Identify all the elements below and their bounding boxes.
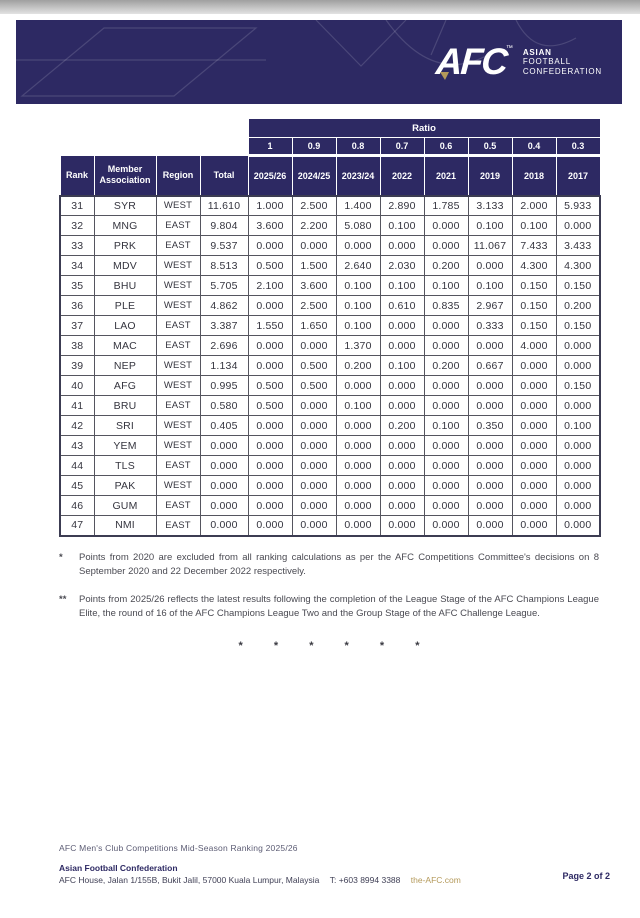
total-cell: 8.513 (200, 256, 248, 276)
region-cell: WEST (156, 276, 200, 296)
points-cell: 0.000 (292, 336, 336, 356)
points-cell: 0.000 (248, 296, 292, 316)
points-cell: 0.150 (512, 276, 556, 296)
points-cell: 0.000 (512, 496, 556, 516)
region-cell: EAST (156, 496, 200, 516)
table-row (60, 216, 600, 236)
points-cell: 0.100 (424, 416, 468, 436)
table-row (60, 416, 600, 436)
ratio-value-header: 0.8 (336, 138, 380, 156)
total-cell: 2.696 (200, 336, 248, 356)
member-association-cell: AFG (94, 376, 156, 396)
afc-wordmark (523, 48, 602, 77)
total-cell: 0.000 (200, 516, 248, 536)
points-cell: 0.200 (424, 356, 468, 376)
points-cell: 0.000 (248, 496, 292, 516)
ratio-value-header: 0.6 (424, 138, 468, 156)
points-cell: 0.000 (292, 516, 336, 536)
column-header-year: 2024/25 (292, 156, 336, 196)
gold-triangle-icon (440, 72, 449, 80)
points-cell: 1.500 (292, 256, 336, 276)
rank-cell: 45 (60, 476, 94, 496)
points-cell: 0.000 (556, 436, 600, 456)
points-cell: 0.000 (380, 476, 424, 496)
column-header-year: 2023/24 (336, 156, 380, 196)
points-cell: 0.100 (336, 296, 380, 316)
rank-cell: 43 (60, 436, 94, 456)
points-cell: 0.000 (468, 376, 512, 396)
points-cell: 0.000 (556, 356, 600, 376)
points-cell: 0.500 (292, 356, 336, 376)
points-cell: 0.000 (336, 376, 380, 396)
footnote-text: Points from 2020 are excluded from all ranking calculations as per the AFC Competitions Committee's decisions on 8 September 2020 and 22 December 2022 respectively. (79, 552, 599, 578)
points-cell: 0.100 (424, 276, 468, 296)
column-header-year: 2022 (380, 156, 424, 196)
points-cell: 0.200 (424, 256, 468, 276)
total-cell: 0.000 (200, 436, 248, 456)
points-cell: 0.000 (468, 476, 512, 496)
points-cell: 0.000 (380, 456, 424, 476)
rank-cell: 35 (60, 276, 94, 296)
footer-phone: T: +603 8994 3388 (329, 875, 401, 885)
table-row (60, 256, 600, 276)
member-association-cell: SYR (94, 196, 156, 216)
rank-cell: 32 (60, 216, 94, 236)
points-cell: 0.100 (380, 356, 424, 376)
ratio-value-header: 0.7 (380, 138, 424, 156)
points-cell: 0.000 (292, 236, 336, 256)
column-header-year: 2019 (468, 156, 512, 196)
points-cell: 0.000 (336, 436, 380, 456)
rank-cell: 36 (60, 296, 94, 316)
points-cell: 0.000 (248, 336, 292, 356)
points-cell: 0.000 (292, 436, 336, 456)
column-header-member-association: Member Association (94, 156, 156, 196)
column-header-region: Region (156, 156, 200, 196)
points-cell: 0.150 (556, 376, 600, 396)
points-cell: 0.000 (556, 216, 600, 236)
points-cell: 0.200 (336, 356, 380, 376)
total-cell: 1.134 (200, 356, 248, 376)
footnote-marker: ** (59, 593, 67, 605)
points-cell: 4.300 (556, 256, 600, 276)
total-cell: 0.000 (200, 496, 248, 516)
points-cell: 0.000 (248, 416, 292, 436)
points-cell: 0.000 (424, 496, 468, 516)
points-cell: 0.000 (424, 336, 468, 356)
afc-logo-block (436, 20, 602, 104)
points-cell: 0.000 (336, 516, 380, 536)
column-header-rank: Rank (60, 156, 94, 196)
afc-logo (436, 41, 513, 83)
points-cell: 0.000 (292, 496, 336, 516)
rank-cell: 38 (60, 336, 94, 356)
points-cell: 0.000 (248, 436, 292, 456)
rank-cell: 40 (60, 376, 94, 396)
points-cell: 3.600 (248, 216, 292, 236)
region-cell: WEST (156, 256, 200, 276)
points-cell: 2.000 (512, 196, 556, 216)
region-cell: EAST (156, 516, 200, 536)
points-cell: 7.433 (512, 236, 556, 256)
points-cell: 0.000 (248, 456, 292, 476)
points-cell: 0.000 (468, 496, 512, 516)
total-cell: 0.000 (200, 456, 248, 476)
rank-cell: 44 (60, 456, 94, 476)
points-cell: 0.000 (380, 236, 424, 256)
points-cell: 1.370 (336, 336, 380, 356)
footer-organisation: Asian Football Confederation (59, 863, 178, 873)
column-header-total: Total (200, 156, 248, 196)
points-cell: 0.000 (380, 336, 424, 356)
points-cell: 0.500 (248, 396, 292, 416)
points-cell: 0.100 (468, 216, 512, 236)
points-cell: 2.500 (292, 196, 336, 216)
region-cell: WEST (156, 196, 200, 216)
member-association-cell: MNG (94, 216, 156, 236)
table-row (60, 316, 600, 336)
total-cell: 0.000 (200, 476, 248, 496)
points-cell: 11.067 (468, 236, 512, 256)
table-row (60, 516, 600, 536)
points-cell: 4.300 (512, 256, 556, 276)
points-cell: 2.100 (248, 276, 292, 296)
points-cell: 0.000 (424, 456, 468, 476)
points-cell: 0.000 (336, 496, 380, 516)
points-cell: 0.000 (556, 516, 600, 536)
ratio-value-header: 0.5 (468, 138, 512, 156)
rank-cell: 46 (60, 496, 94, 516)
total-cell: 9.537 (200, 236, 248, 256)
points-cell: 0.000 (380, 436, 424, 456)
wordmark-line: CONFEDERATION (522, 66, 602, 76)
points-cell: 0.100 (380, 276, 424, 296)
table-header (60, 119, 600, 196)
points-cell: 0.000 (556, 496, 600, 516)
points-cell: 0.100 (468, 276, 512, 296)
member-association-cell: GUM (94, 496, 156, 516)
points-cell: 0.150 (512, 316, 556, 336)
points-cell: 3.433 (556, 236, 600, 256)
points-cell: 0.835 (424, 296, 468, 316)
points-cell: 0.000 (424, 396, 468, 416)
rank-cell: 47 (60, 516, 94, 536)
points-cell: 0.000 (424, 436, 468, 456)
points-cell: 3.600 (292, 276, 336, 296)
points-cell: 1.650 (292, 316, 336, 336)
points-cell: 2.967 (468, 296, 512, 316)
points-cell: 2.200 (292, 216, 336, 236)
member-association-cell: NMI (94, 516, 156, 536)
table-row (60, 456, 600, 476)
points-cell: 0.000 (468, 396, 512, 416)
footer-website-link[interactable]: the-AFC.com (410, 875, 461, 885)
points-cell: 0.000 (424, 376, 468, 396)
table-row (60, 336, 600, 356)
points-cell: 0.000 (512, 456, 556, 476)
points-cell: 2.030 (380, 256, 424, 276)
points-cell: 0.000 (556, 396, 600, 416)
points-cell: 0.000 (424, 236, 468, 256)
wordmark-line: ASIAN (522, 47, 552, 57)
total-cell: 0.580 (200, 396, 248, 416)
points-cell: 0.500 (292, 376, 336, 396)
points-cell: 0.000 (424, 476, 468, 496)
points-cell: 0.000 (292, 476, 336, 496)
page-number: Page 2 of 2 (562, 871, 610, 881)
points-cell: 0.100 (336, 276, 380, 296)
points-cell: 0.000 (380, 316, 424, 336)
footnote-marker: * (59, 552, 63, 563)
rank-cell: 39 (60, 356, 94, 376)
member-association-cell: MAC (94, 336, 156, 356)
region-cell: EAST (156, 216, 200, 236)
region-cell: EAST (156, 396, 200, 416)
points-cell: 0.000 (468, 456, 512, 476)
table-row (60, 376, 600, 396)
region-cell: WEST (156, 376, 200, 396)
points-cell: 0.000 (468, 336, 512, 356)
points-cell: 0.000 (512, 436, 556, 456)
points-cell: 3.133 (468, 196, 512, 216)
points-cell: 0.000 (556, 336, 600, 356)
ratio-value-header: 0.9 (292, 138, 336, 156)
header-spacer (60, 119, 248, 138)
table-row (60, 296, 600, 316)
member-association-cell: NEP (94, 356, 156, 376)
table-row (60, 436, 600, 456)
header-spacer (60, 138, 248, 156)
member-association-cell: PRK (94, 236, 156, 256)
points-cell: 1.400 (336, 196, 380, 216)
points-cell: 1.785 (424, 196, 468, 216)
points-cell: 0.100 (336, 316, 380, 336)
ranking-table (59, 118, 601, 537)
points-cell: 2.890 (380, 196, 424, 216)
points-cell: 0.000 (424, 216, 468, 236)
points-cell: 5.080 (336, 216, 380, 236)
column-header-year: 2021 (424, 156, 468, 196)
points-cell: 0.000 (512, 516, 556, 536)
points-cell: 4.000 (512, 336, 556, 356)
member-association-cell: SRI (94, 416, 156, 436)
points-cell: 1.000 (248, 196, 292, 216)
points-cell: 0.000 (336, 476, 380, 496)
points-cell: 0.000 (512, 416, 556, 436)
member-association-cell: PAK (94, 476, 156, 496)
column-header-year: 2018 (512, 156, 556, 196)
member-association-cell: TLS (94, 456, 156, 476)
points-cell: 0.000 (292, 396, 336, 416)
region-cell: WEST (156, 356, 200, 376)
member-association-cell: PLE (94, 296, 156, 316)
points-cell: 0.000 (512, 356, 556, 376)
footer-address: AFC House, Jalan 1/155B, Bukit Jalil, 57000 Kuala Lumpur, Malaysia (59, 875, 320, 885)
region-cell: EAST (156, 456, 200, 476)
table-body (60, 196, 600, 536)
points-cell: 0.000 (336, 416, 380, 436)
rank-cell: 42 (60, 416, 94, 436)
table-row (60, 196, 600, 216)
points-cell: 0.000 (380, 516, 424, 536)
points-cell: 0.000 (424, 316, 468, 336)
ratio-value-header: 1 (248, 138, 292, 156)
points-cell: 0.000 (468, 516, 512, 536)
ratio-value-header: 0.4 (512, 138, 556, 156)
member-association-cell: BRU (94, 396, 156, 416)
points-cell: 0.000 (424, 516, 468, 536)
region-cell: EAST (156, 336, 200, 356)
region-cell: WEST (156, 436, 200, 456)
region-cell: EAST (156, 316, 200, 336)
table-row (60, 496, 600, 516)
footnote (59, 593, 599, 622)
footnote-text: Points from 2025/26 reflects the latest results following the completion of the League Stage of the AFC Champions League Elite, the round of 16 of the AFC Champions League Two and the Group Stage of the AFC Challenge League. (79, 593, 599, 619)
points-cell: 0.000 (556, 456, 600, 476)
column-header-year: 2025/26 (248, 156, 292, 196)
points-cell: 0.000 (512, 476, 556, 496)
points-cell: 0.000 (292, 456, 336, 476)
wordmark-line: FOOTBALL (522, 57, 572, 67)
points-cell: 0.150 (556, 316, 600, 336)
total-cell: 0.405 (200, 416, 248, 436)
rank-cell: 41 (60, 396, 94, 416)
total-cell: 3.387 (200, 316, 248, 336)
points-cell: 0.500 (248, 376, 292, 396)
total-cell: 5.705 (200, 276, 248, 296)
page-edge-shadow (0, 0, 640, 14)
document-title: AFC Men's Club Competitions Mid-Season Ranking 2025/26 (59, 843, 298, 853)
member-association-cell: YEM (94, 436, 156, 456)
points-cell: 2.640 (336, 256, 380, 276)
region-cell: WEST (156, 296, 200, 316)
points-cell: 0.333 (468, 316, 512, 336)
total-cell: 0.995 (200, 376, 248, 396)
points-cell: 0.000 (556, 476, 600, 496)
ratio-value-header: 0.3 (556, 138, 600, 156)
member-association-cell: LAO (94, 316, 156, 336)
region-cell: EAST (156, 236, 200, 256)
rank-cell: 31 (60, 196, 94, 216)
points-cell: 0.000 (248, 476, 292, 496)
points-cell: 0.610 (380, 296, 424, 316)
points-cell: 0.200 (556, 296, 600, 316)
points-cell: 0.150 (556, 276, 600, 296)
member-association-cell: BHU (94, 276, 156, 296)
points-cell: 0.100 (512, 216, 556, 236)
ratio-header: Ratio (248, 119, 600, 138)
asterisk-separator: * * * * * * (238, 640, 434, 652)
points-cell: 0.000 (380, 396, 424, 416)
points-cell: 0.000 (248, 356, 292, 376)
member-association-cell: MDV (94, 256, 156, 276)
table-row (60, 276, 600, 296)
points-cell: 0.100 (380, 216, 424, 236)
points-cell: 0.000 (512, 376, 556, 396)
points-cell: 0.000 (512, 396, 556, 416)
points-cell: 0.200 (380, 416, 424, 436)
table-row (60, 396, 600, 416)
points-cell: 0.000 (468, 256, 512, 276)
points-cell: 0.000 (336, 236, 380, 256)
total-cell: 4.862 (200, 296, 248, 316)
table-row (60, 356, 600, 376)
points-cell: 0.150 (512, 296, 556, 316)
trademark-symbol: ™ (505, 45, 513, 52)
points-cell: 0.000 (248, 236, 292, 256)
points-cell: 0.667 (468, 356, 512, 376)
points-cell: 0.100 (336, 396, 380, 416)
afc-logo-text: AFC (434, 41, 508, 82)
points-cell: 0.000 (468, 436, 512, 456)
points-cell: 0.000 (380, 496, 424, 516)
total-cell: 11.610 (200, 196, 248, 216)
points-cell: 0.000 (292, 416, 336, 436)
table-row (60, 236, 600, 256)
points-cell: 0.000 (336, 456, 380, 476)
points-cell: 5.933 (556, 196, 600, 216)
points-cell: 1.550 (248, 316, 292, 336)
points-cell: 0.500 (248, 256, 292, 276)
region-cell: WEST (156, 476, 200, 496)
rank-cell: 34 (60, 256, 94, 276)
total-cell: 9.804 (200, 216, 248, 236)
points-cell: 0.100 (556, 416, 600, 436)
points-cell: 0.350 (468, 416, 512, 436)
region-cell: WEST (156, 416, 200, 436)
points-cell: 0.000 (248, 516, 292, 536)
footnotes-section (59, 551, 599, 655)
points-cell: 0.000 (380, 376, 424, 396)
points-cell: 2.500 (292, 296, 336, 316)
column-header-year: 2017 (556, 156, 600, 196)
table-row (60, 476, 600, 496)
rank-cell: 37 (60, 316, 94, 336)
footer-address-line (59, 875, 461, 885)
rank-cell: 33 (60, 236, 94, 256)
footnote (59, 551, 599, 580)
afc-header-banner (16, 20, 622, 104)
